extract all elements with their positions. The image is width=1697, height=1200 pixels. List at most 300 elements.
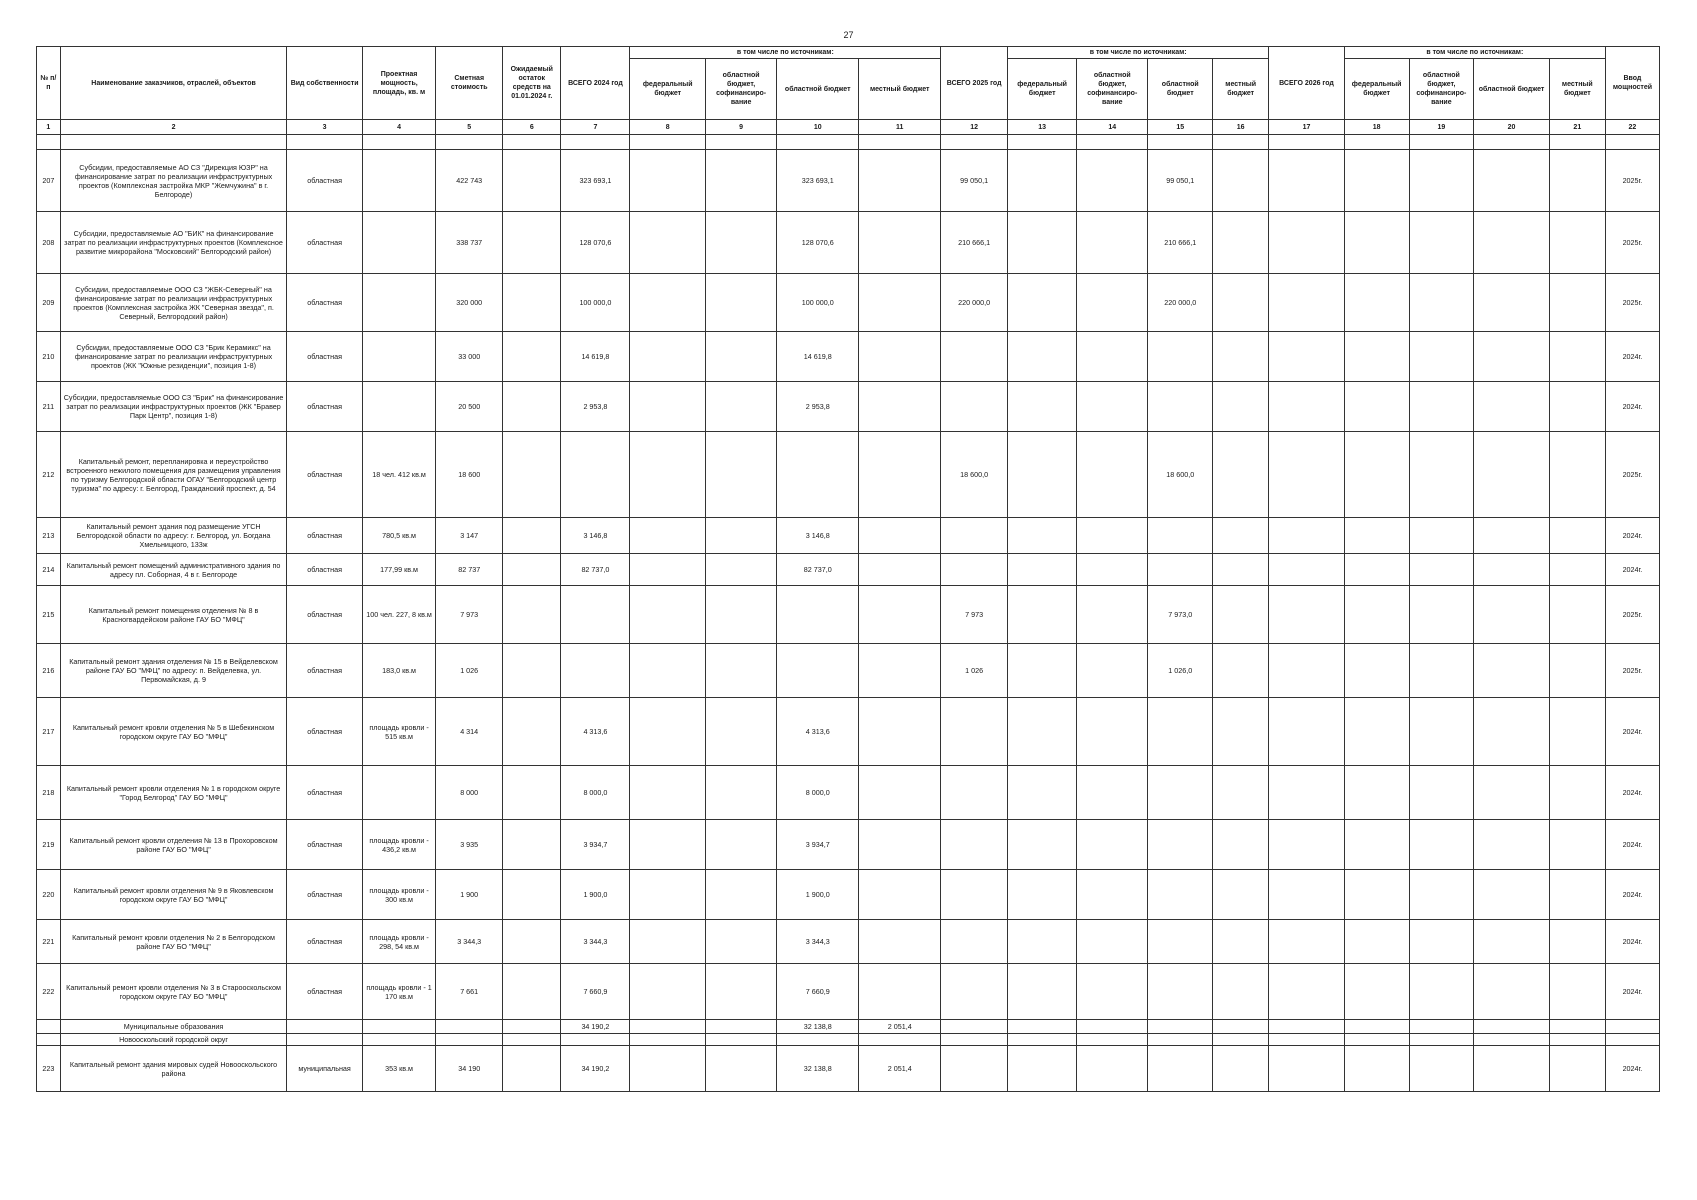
federal-2026 [1344,644,1409,698]
table-row [37,1046,1660,1092]
capacity [362,382,435,432]
commissioning-year: 2025г. [1605,644,1659,698]
header-federal-2025: федеральный бюджет [1008,59,1077,120]
local-2024 [859,212,941,274]
estimated-cost: 82 737 [436,554,503,586]
column-number-row [37,120,1660,135]
table-row [37,150,1660,212]
capacity [362,766,435,820]
federal-2024 [630,518,706,554]
regional-2025 [1148,920,1213,964]
total-2024: 100 000,0 [561,274,630,332]
local-2025 [1213,382,1269,432]
column-number: 8 [630,120,706,135]
header-regional-2026: областной бюджет [1474,59,1550,120]
local-2026 [1549,212,1605,274]
row-number: 210 [37,332,61,382]
ownership: областная [287,766,363,820]
total-2024 [561,432,630,518]
federal-2025 [1008,1020,1077,1034]
cofin-2026 [1409,432,1474,518]
total-2024: 8 000,0 [561,766,630,820]
cofin-2025 [1077,554,1148,586]
cofin-2024 [706,920,777,964]
cofin-2024 [706,554,777,586]
object-name: Субсидии, предоставляемые ООО СЗ "Брик Керамикс" на финансирование затрат по реализации инфраструктурных проектов (ЖК "Южные резиденции", позиция 1-8) [60,332,287,382]
cofin-2024 [706,212,777,274]
federal-2025 [1008,1034,1077,1046]
ownership: областная [287,212,363,274]
table-row [37,432,1660,518]
row-number [37,1034,61,1046]
remaining-funds [503,150,561,212]
regional-2024: 8 000,0 [777,766,859,820]
header-sources-2024: в том числе по источникам: [630,47,941,59]
capacity: площадь кровли - 515 кв.м [362,698,435,766]
column-number: 10 [777,120,859,135]
regional-2024: 7 660,9 [777,964,859,1020]
total-2025 [941,554,1008,586]
remaining-funds [503,432,561,518]
estimated-cost: 422 743 [436,150,503,212]
total-2024: 3 146,8 [561,518,630,554]
regional-2025: 99 050,1 [1148,150,1213,212]
ownership: областная [287,586,363,644]
table-row [37,518,1660,554]
regional-2025 [1148,332,1213,382]
ownership: областная [287,920,363,964]
remaining-funds [503,766,561,820]
header-cofin-2026: областной бюджет, софинансиро-вание [1409,59,1474,120]
total-2025: 18 600,0 [941,432,1008,518]
federal-2024 [630,870,706,920]
estimated-cost: 34 190 [436,1046,503,1092]
estimated-cost: 3 147 [436,518,503,554]
local-2025 [1213,820,1269,870]
column-number: 13 [1008,120,1077,135]
object-name: Капитальный ремонт здания мировых судей Новооскольского района [60,1046,287,1092]
total-2024 [561,1034,630,1046]
total-2025: 220 000,0 [941,274,1008,332]
federal-2024 [630,586,706,644]
ownership: областная [287,644,363,698]
commissioning-year: 2024г. [1605,766,1659,820]
federal-2024 [630,698,706,766]
total-2024: 3 934,7 [561,820,630,870]
remaining-funds [503,332,561,382]
cofin-2026 [1409,1034,1474,1046]
ownership: областная [287,518,363,554]
subsection-label: Новооскольский городской округ [60,1034,287,1046]
table-row [37,820,1660,870]
object-name: Субсидии, предоставляемые АО СЗ "Дирекция ЮЗР" на финансирование затрат по реализации инфраструктурных проектов (Комплексная застройка МКР "Жемчужина" в г. Белгороде) [60,150,287,212]
estimated-cost: 20 500 [436,382,503,432]
regional-2024: 3 934,7 [777,820,859,870]
table-row [37,870,1660,920]
federal-2024 [630,212,706,274]
local-2026 [1549,1034,1605,1046]
local-2026 [1549,274,1605,332]
regional-2026 [1474,212,1550,274]
local-2024 [859,332,941,382]
column-number: 21 [1549,120,1605,135]
regional-2025: 220 000,0 [1148,274,1213,332]
regional-2024: 323 693,1 [777,150,859,212]
federal-2026 [1344,518,1409,554]
column-number: 7 [561,120,630,135]
total-2025: 7 973 [941,586,1008,644]
regional-2026 [1474,766,1550,820]
cofin-2024 [706,1046,777,1092]
cofin-2026 [1409,332,1474,382]
federal-2026 [1344,1034,1409,1046]
column-number: 20 [1474,120,1550,135]
remaining-funds [503,920,561,964]
total-2024 [561,586,630,644]
remaining-funds [503,382,561,432]
remaining-funds [503,518,561,554]
row-number: 212 [37,432,61,518]
federal-2024 [630,382,706,432]
regional-2026 [1474,382,1550,432]
column-number: 9 [706,120,777,135]
object-name: Капитальный ремонт здания под размещение УГСН Белгородской области по адресу: г. Белгород, ул. Богдана Хмельницкого, 133ж [60,518,287,554]
local-2025 [1213,964,1269,1020]
total-2026 [1269,518,1345,554]
regional-2025: 210 666,1 [1148,212,1213,274]
estimated-cost: 3 935 [436,820,503,870]
total-2025 [941,920,1008,964]
federal-2025 [1008,150,1077,212]
remaining-funds [503,274,561,332]
cofin-2026 [1409,150,1474,212]
total-2024: 82 737,0 [561,554,630,586]
total-2025: 1 026 [941,644,1008,698]
section-label: Муниципальные образования [60,1020,287,1034]
total-2026 [1269,870,1345,920]
total-2025 [941,1034,1008,1046]
ownership: областная [287,698,363,766]
local-2025 [1213,766,1269,820]
estimated-cost [436,1034,503,1046]
total-2026 [1269,554,1345,586]
column-number: 4 [362,120,435,135]
total-2026 [1269,586,1345,644]
estimated-cost: 4 314 [436,698,503,766]
federal-2025 [1008,964,1077,1020]
remaining-funds [503,212,561,274]
ownership [287,1034,363,1046]
commissioning-year: 2025г. [1605,274,1659,332]
regional-2026 [1474,586,1550,644]
local-2024 [859,274,941,332]
column-number: 11 [859,120,941,135]
regional-2026 [1474,1034,1550,1046]
local-2025 [1213,644,1269,698]
estimated-cost: 1 900 [436,870,503,920]
total-2024: 14 619,8 [561,332,630,382]
federal-2025 [1008,212,1077,274]
remaining-funds [503,644,561,698]
object-name: Капитальный ремонт кровли отделения № 9 в Яковлевском городском округе ГАУ БО "МФЦ" [60,870,287,920]
regional-2026 [1474,820,1550,870]
estimated-cost: 3 344,3 [436,920,503,964]
commissioning-year: 2024г. [1605,964,1659,1020]
total-2026 [1269,212,1345,274]
commissioning-year: 2024г. [1605,1046,1659,1092]
regional-2025 [1148,766,1213,820]
cofin-2026 [1409,870,1474,920]
total-2026 [1269,1020,1345,1034]
object-name: Субсидии, предоставляемые АО "БИК" на финансирование затрат по реализации инфраструктурных проектов (Комплексное развитие микрорайона "Московский" Белгородский район) [60,212,287,274]
federal-2024 [630,1034,706,1046]
regional-2025 [1148,1034,1213,1046]
header-sources-2025: в том числе по источникам: [1008,47,1269,59]
federal-2026 [1344,212,1409,274]
cofin-2026 [1409,212,1474,274]
header-remaining: Ожидаемый остаток средств на 01.01.2024 г. [503,47,561,120]
total-2026 [1269,920,1345,964]
cofin-2024 [706,820,777,870]
federal-2026 [1344,150,1409,212]
row-number: 211 [37,382,61,432]
regional-2026 [1474,1046,1550,1092]
total-2026 [1269,150,1345,212]
regional-2024: 3 344,3 [777,920,859,964]
total-2025 [941,332,1008,382]
local-2024 [859,518,941,554]
table-row [37,766,1660,820]
local-2026 [1549,1020,1605,1034]
header-commissioning: Ввод мощностей [1605,47,1659,120]
federal-2026 [1344,698,1409,766]
commissioning-year: 2025г. [1605,212,1659,274]
federal-2025 [1008,766,1077,820]
remaining-funds [503,820,561,870]
cofin-2025 [1077,212,1148,274]
column-number: 17 [1269,120,1345,135]
estimated-cost: 320 000 [436,274,503,332]
local-2026 [1549,964,1605,1020]
regional-2025: 1 026,0 [1148,644,1213,698]
regional-2026 [1474,150,1550,212]
regional-2026 [1474,920,1550,964]
local-2025 [1213,870,1269,920]
regional-2024: 100 000,0 [777,274,859,332]
column-number: 16 [1213,120,1269,135]
federal-2026 [1344,766,1409,820]
capacity [362,274,435,332]
column-number: 1 [37,120,61,135]
column-number: 18 [1344,120,1409,135]
table-row [37,554,1660,586]
local-2024 [859,586,941,644]
regional-2025 [1148,1020,1213,1034]
commissioning-year: 2024г. [1605,920,1659,964]
local-2025 [1213,518,1269,554]
ownership: областная [287,150,363,212]
cofin-2026 [1409,1046,1474,1092]
federal-2026 [1344,1020,1409,1034]
federal-2025 [1008,382,1077,432]
commissioning-year: 2025г. [1605,586,1659,644]
regional-2025 [1148,1046,1213,1092]
cofin-2026 [1409,698,1474,766]
row-number: 223 [37,1046,61,1092]
federal-2025 [1008,518,1077,554]
estimated-cost: 7 661 [436,964,503,1020]
object-name: Капитальный ремонт кровли отделения № 2 в Белгородском районе ГАУ БО "МФЦ" [60,920,287,964]
local-2026 [1549,644,1605,698]
regional-2026 [1474,698,1550,766]
estimated-cost: 338 737 [436,212,503,274]
regional-2024: 4 313,6 [777,698,859,766]
federal-2024 [630,766,706,820]
table-row [37,274,1660,332]
regional-2024: 14 619,8 [777,332,859,382]
cofin-2026 [1409,274,1474,332]
commissioning-year: 2024г. [1605,820,1659,870]
total-2024: 128 070,6 [561,212,630,274]
investment-table [36,46,1660,1092]
cofin-2024 [706,766,777,820]
row-number: 220 [37,870,61,920]
cofin-2025 [1077,586,1148,644]
row-number: 219 [37,820,61,870]
object-name: Субсидии, предоставляемые ООО СЗ "ЖБК-Северный" на финансирование затрат по реализации инфраструктурных проектов (Комплексная застройка ЖК "Северная звезда", п. Северный, Белгородский район) [60,274,287,332]
cofin-2026 [1409,554,1474,586]
cofin-2025 [1077,1046,1148,1092]
capacity: площадь кровли - 300 кв.м [362,870,435,920]
regional-2026 [1474,964,1550,1020]
federal-2024 [630,1046,706,1092]
capacity: 18 чел. 412 кв.м [362,432,435,518]
header-name: Наименование заказчиков, отраслей, объектов [60,47,287,120]
local-2024 [859,920,941,964]
column-number: 22 [1605,120,1659,135]
remaining-funds [503,1034,561,1046]
total-2025 [941,964,1008,1020]
column-number: 19 [1409,120,1474,135]
federal-2024 [630,964,706,1020]
table-row [37,332,1660,382]
local-2026 [1549,150,1605,212]
federal-2026 [1344,554,1409,586]
regional-2024 [777,586,859,644]
column-number: 12 [941,120,1008,135]
federal-2026 [1344,586,1409,644]
local-2024 [859,964,941,1020]
object-name: Капитальный ремонт здания отделения № 15 в Вейделевском районе ГАУ БО "МФЦ" по адресу: п. Вейделевка, ул. Первомайская, д. 9 [60,644,287,698]
local-2026 [1549,586,1605,644]
commissioning-year [1605,1020,1659,1034]
local-2025 [1213,432,1269,518]
local-2024 [859,432,941,518]
total-2025 [941,870,1008,920]
capacity [362,212,435,274]
federal-2024 [630,644,706,698]
federal-2026 [1344,964,1409,1020]
header-cofin-2024: областной бюджет, софинансиро-вание [706,59,777,120]
local-2026 [1549,554,1605,586]
total-2024: 323 693,1 [561,150,630,212]
table-row [37,964,1660,1020]
local-2025 [1213,698,1269,766]
regional-2025 [1148,820,1213,870]
total-2026 [1269,964,1345,1020]
cofin-2026 [1409,920,1474,964]
regional-2024: 32 138,8 [777,1020,859,1034]
object-name: Субсидии, предоставляемые ООО СЗ "Брик" на финансирование затрат по реализации инфраструктурных проектов (ЖК "Бравер Парк Центр", позиция 1-8) [60,382,287,432]
capacity: 177,99 кв.м [362,554,435,586]
header-local-2026: местный бюджет [1549,59,1605,120]
remaining-funds [503,1020,561,1034]
cofin-2024 [706,870,777,920]
commissioning-year: 2024г. [1605,698,1659,766]
total-2026 [1269,332,1345,382]
total-2026 [1269,766,1345,820]
total-2025: 210 666,1 [941,212,1008,274]
commissioning-year [1605,1034,1659,1046]
local-2026 [1549,518,1605,554]
column-number: 6 [503,120,561,135]
row-number: 208 [37,212,61,274]
federal-2025 [1008,870,1077,920]
cofin-2024 [706,964,777,1020]
cofin-2025 [1077,820,1148,870]
object-name: Капитальный ремонт кровли отделения № 5 в Шебекинском городском округе ГАУ БО "МФЦ" [60,698,287,766]
federal-2024 [630,150,706,212]
ownership: областная [287,554,363,586]
cofin-2025 [1077,1020,1148,1034]
object-name: Капитальный ремонт кровли отделения № 13 в Прохоровском районе ГАУ БО "МФЦ" [60,820,287,870]
cofin-2025 [1077,870,1148,920]
table-row [37,698,1660,766]
federal-2025 [1008,920,1077,964]
remaining-funds [503,586,561,644]
cofin-2026 [1409,644,1474,698]
local-2024 [859,870,941,920]
page-number: 27 [843,30,854,40]
estimated-cost: 18 600 [436,432,503,518]
capacity [362,1020,435,1034]
regional-2025 [1148,554,1213,586]
table-row [37,920,1660,964]
cofin-2025 [1077,766,1148,820]
cofin-2026 [1409,1020,1474,1034]
local-2026 [1549,920,1605,964]
cofin-2025 [1077,964,1148,1020]
federal-2025 [1008,274,1077,332]
cofin-2024 [706,150,777,212]
capacity: площадь кровли - 298, 54 кв.м [362,920,435,964]
commissioning-year: 2024г. [1605,332,1659,382]
header-local-2024: местный бюджет [859,59,941,120]
regional-2026 [1474,1020,1550,1034]
federal-2026 [1344,1046,1409,1092]
row-number: 217 [37,698,61,766]
remaining-funds [503,964,561,1020]
commissioning-year: 2024г. [1605,382,1659,432]
regional-2026 [1474,274,1550,332]
row-number: 214 [37,554,61,586]
federal-2026 [1344,332,1409,382]
column-number: 15 [1148,120,1213,135]
capacity: 353 кв.м [362,1046,435,1092]
total-2025 [941,698,1008,766]
capacity [362,1034,435,1046]
ownership: областная [287,274,363,332]
